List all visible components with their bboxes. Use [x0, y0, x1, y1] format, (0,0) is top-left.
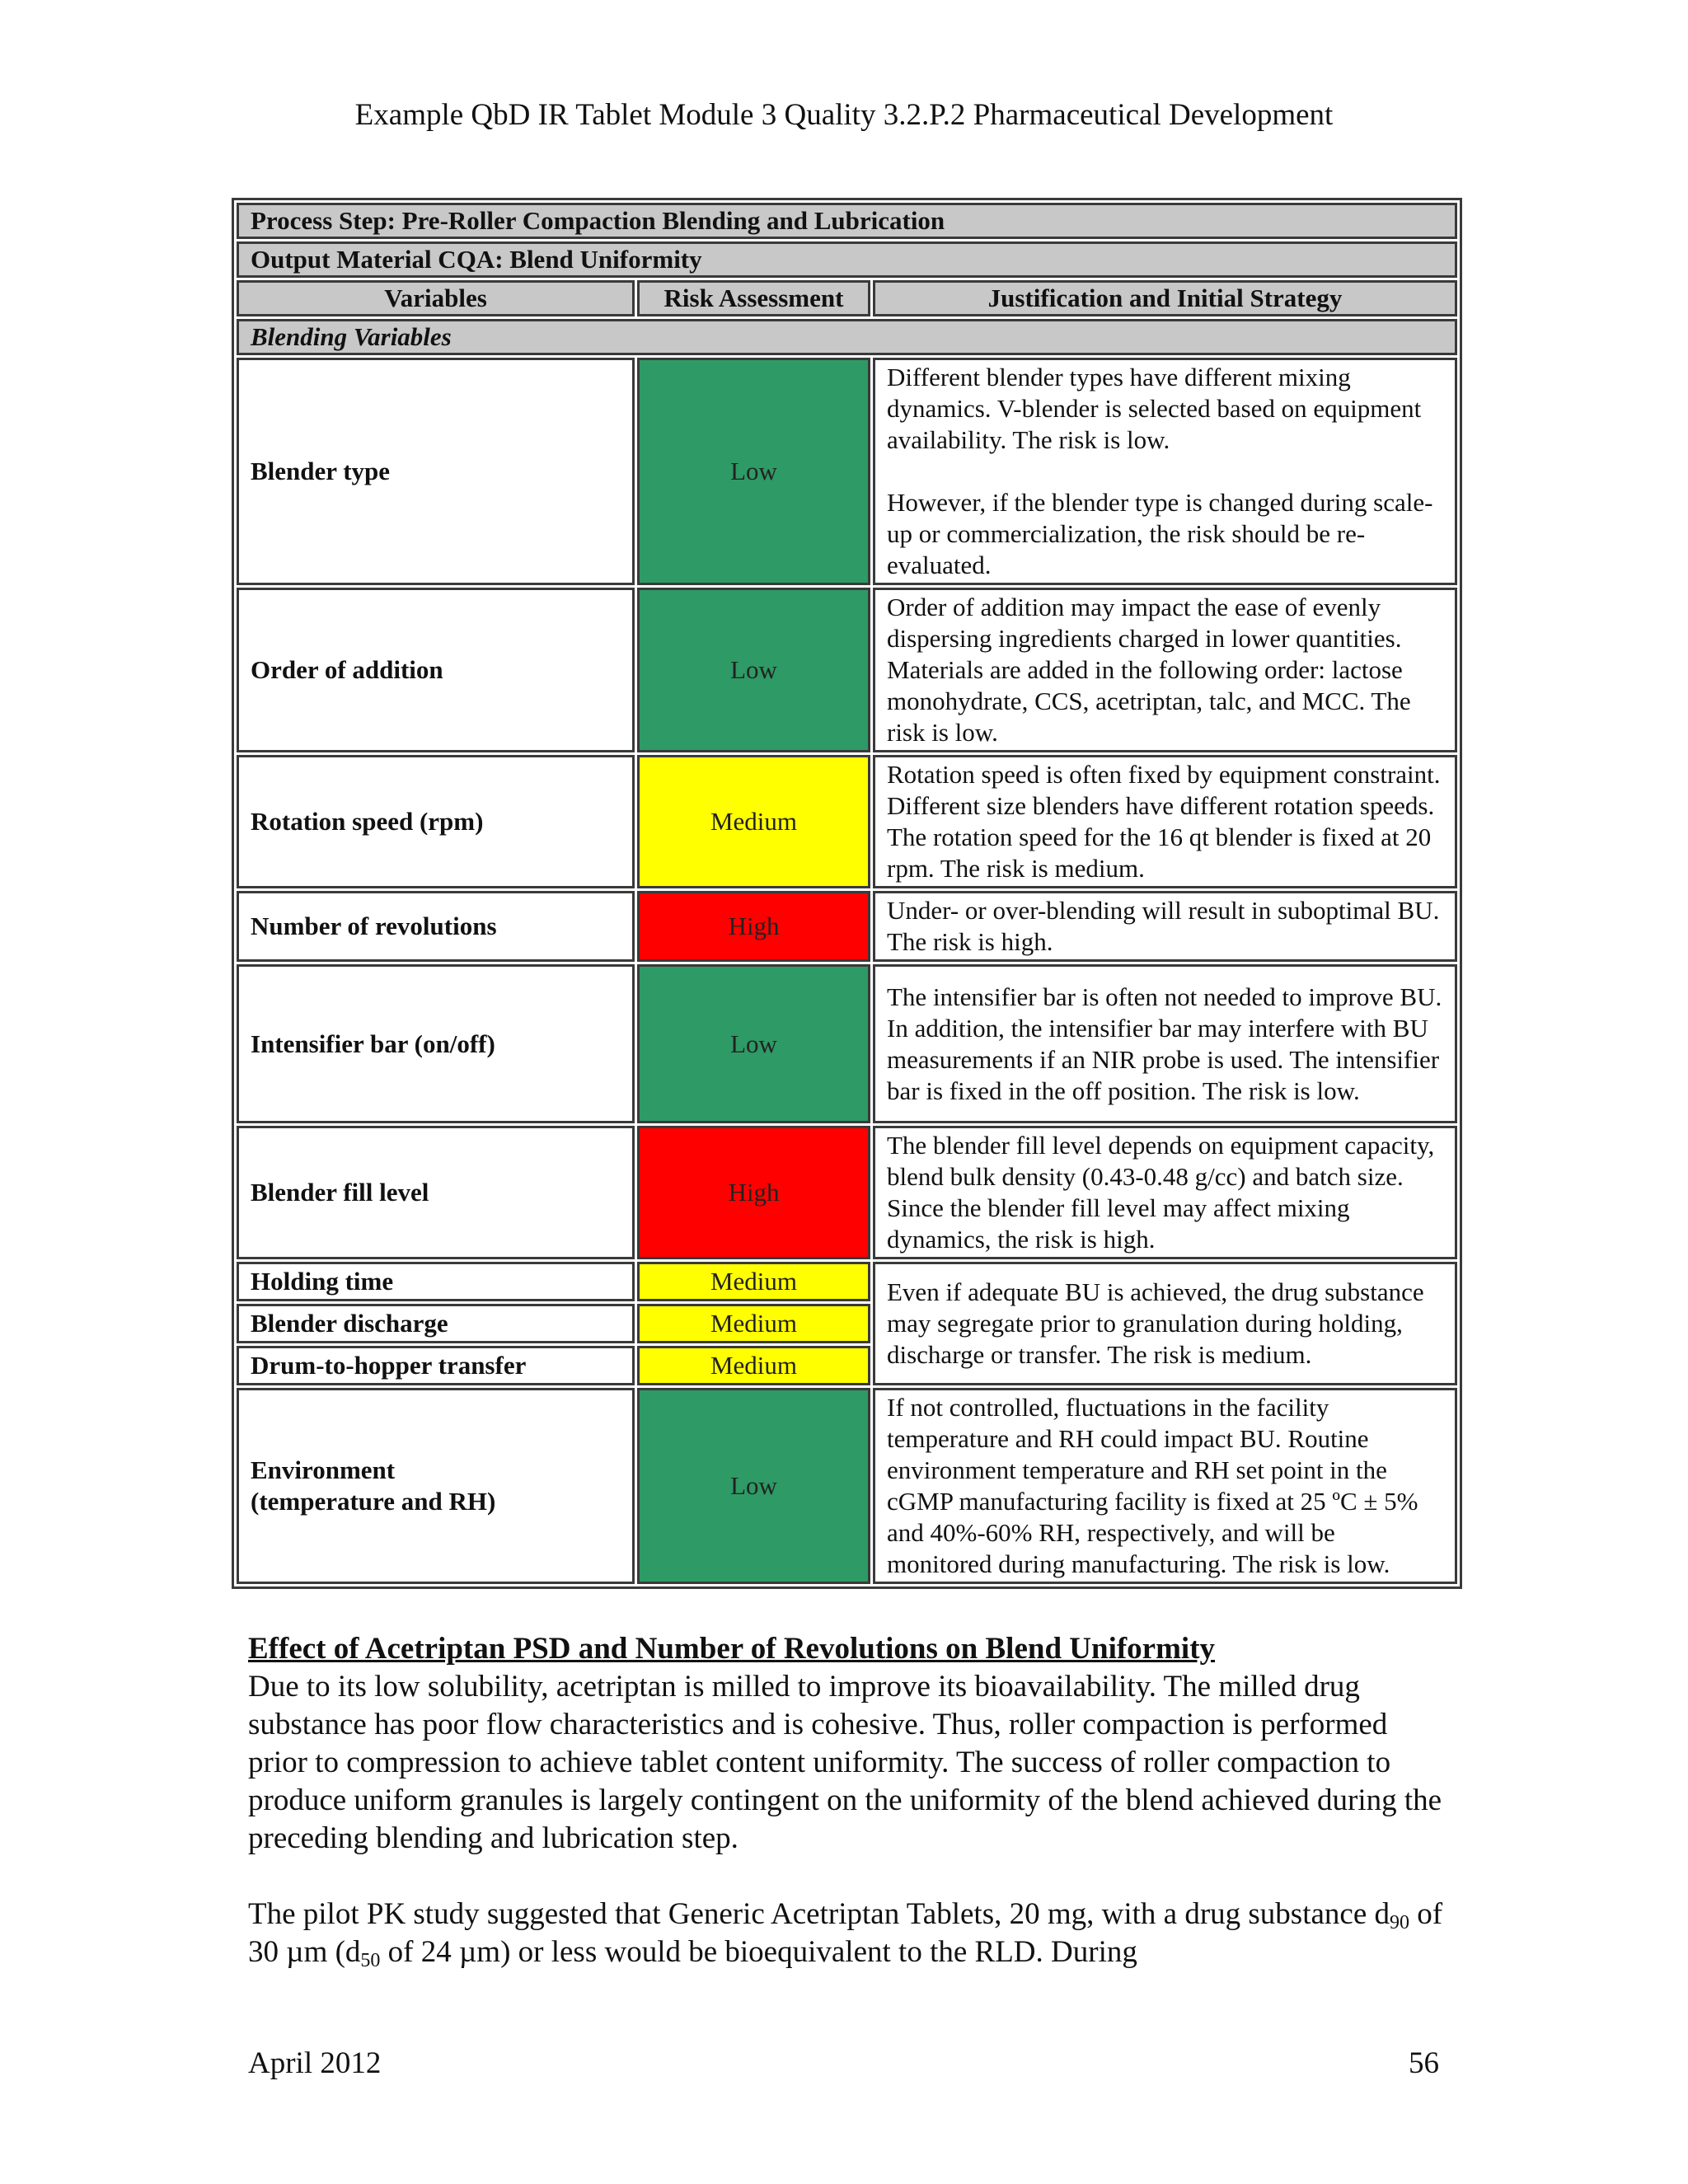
body-section — [248, 1630, 1451, 1971]
variable-cell: Holding time — [237, 1262, 635, 1301]
risk-cell: Medium — [637, 1304, 870, 1343]
risk-cell: Low — [637, 358, 870, 585]
variable-line: Environment — [251, 1455, 396, 1484]
risk-cell: Medium — [637, 1346, 870, 1385]
section-heading: Effect of Acetriptan PSD and Number of Revolutions on Blend Uniformity — [248, 1632, 1216, 1666]
justification-cell: Rotation speed is often fixed by equipment constraint. Different size blenders have different rotation speeds. The rotation speed for the 16 qt blender is fixed at 20 rpm. The risk is medium. — [873, 755, 1457, 888]
column-header-justification: Justification and Initial Strategy — [873, 280, 1457, 316]
output-cqa-title: Output Material CQA: Blend Uniformity — [237, 241, 1457, 278]
justification-cell: Under- or over-blending will result in suboptimal BU. The risk is high. — [873, 891, 1457, 962]
column-header-risk: Risk Assessment — [637, 280, 870, 316]
risk-cell: Medium — [637, 1262, 870, 1301]
column-header-variables: Variables — [237, 280, 635, 316]
variable-cell: Number of revolutions — [237, 891, 635, 962]
variable-cell: Order of addition — [237, 588, 635, 752]
risk-assessment-table — [232, 198, 1457, 1589]
justification-cell: Order of addition may impact the ease of evenly dispersing ingredients charged in lower quantities. Materials are added in the following order: lactose monohydrate, CCS, acetriptan, talc, and MCC. The risk is low. — [873, 588, 1457, 752]
justification-text: However, if the blender type is changed during scale-up or commercialization, the risk should be re-evaluated. — [887, 488, 1433, 579]
table-row — [237, 964, 1457, 1123]
paragraph — [248, 1896, 1451, 1971]
risk-cell: Low — [637, 1388, 870, 1584]
process-step-title: Process Step: Pre-Roller Compaction Blending and Lubrication — [237, 203, 1457, 239]
justification-cell: If not controlled, fluctuations in the facility temperature and RH could impact BU. Routine environment temperature and RH set point in the cGMP manufacturing facility is fixed at 25 ºC ± 5% and 40%-60% RH, respectively, and will be monitored during manufacturing. The risk is low. — [873, 1388, 1457, 1584]
paragraph-text: of 24 µm) or less would be bioequivalent to the RLD. During — [380, 1935, 1137, 1969]
paragraph-text: of 30 µm (d — [248, 1897, 1443, 1969]
section-label: Blending Variables — [237, 319, 1457, 355]
variable-cell: Blender discharge — [237, 1304, 635, 1343]
table-row — [237, 755, 1457, 888]
justification-text: Different blender types have different mixing dynamics. V-blender is selected based on equipment availability. The risk is low. — [887, 363, 1422, 454]
variable-cell: Rotation speed (rpm) — [237, 755, 635, 888]
justification-cell: The intensifier bar is often not needed to improve BU. In addition, the intensifier bar may interfere with BU measurements if an NIR probe is used. The intensifier bar is fixed in the off position. The risk is low. — [873, 964, 1457, 1123]
justification-cell — [873, 358, 1457, 585]
variable-cell: Blender type — [237, 358, 635, 585]
table-row — [237, 358, 1457, 585]
table-row — [237, 1126, 1457, 1259]
risk-cell: Medium — [637, 755, 870, 888]
footer-date: April 2012 — [248, 2046, 382, 2080]
variable-cell: Drum-to-hopper transfer — [237, 1346, 635, 1385]
risk-cell: High — [637, 1126, 870, 1259]
risk-cell: Low — [637, 588, 870, 752]
paragraph-text: The pilot PK study suggested that Generic Acetriptan Tablets, 20 mg, with a drug substance d — [248, 1897, 1390, 1931]
risk-cell: High — [637, 891, 870, 962]
justification-cell: Even if adequate BU is achieved, the drug substance may segregate prior to granulation during holding, discharge or transfer. The risk is medium. — [873, 1262, 1457, 1385]
variable-line: (temperature and RH) — [251, 1487, 496, 1516]
paragraph: Due to its low solubility, acetriptan is milled to improve its bioavailability. The milled drug substance has poor flow characteristics and is cohesive. Thus, roller compaction is performed prior to compression to achieve tablet content uniformity. The success of roller compaction to produce uniform granules is largely contingent on the uniformity of the blend achieved during the preceding blending and lubrication step. — [248, 1670, 1442, 1855]
subscript: 90 — [1390, 1912, 1409, 1933]
variable-cell — [237, 1388, 635, 1584]
table-row — [237, 1388, 1457, 1584]
risk-cell: Low — [637, 964, 870, 1123]
table-row — [237, 891, 1457, 962]
variable-cell: Intensifier bar (on/off) — [237, 964, 635, 1123]
subscript: 50 — [360, 1950, 381, 1971]
table-row — [237, 1262, 1457, 1301]
page-header: Example QbD IR Tablet Module 3 Quality 3.2.P.2 Pharmaceutical Development — [354, 98, 1334, 132]
table-row — [237, 588, 1457, 752]
page-number: 56 — [1409, 2046, 1439, 2080]
variable-cell: Blender fill level — [237, 1126, 635, 1259]
justification-cell: The blender fill level depends on equipment capacity, blend bulk density (0.43-0.48 g/cc) and batch size. Since the blender fill level may affect mixing dynamics, the risk is high. — [873, 1126, 1457, 1259]
